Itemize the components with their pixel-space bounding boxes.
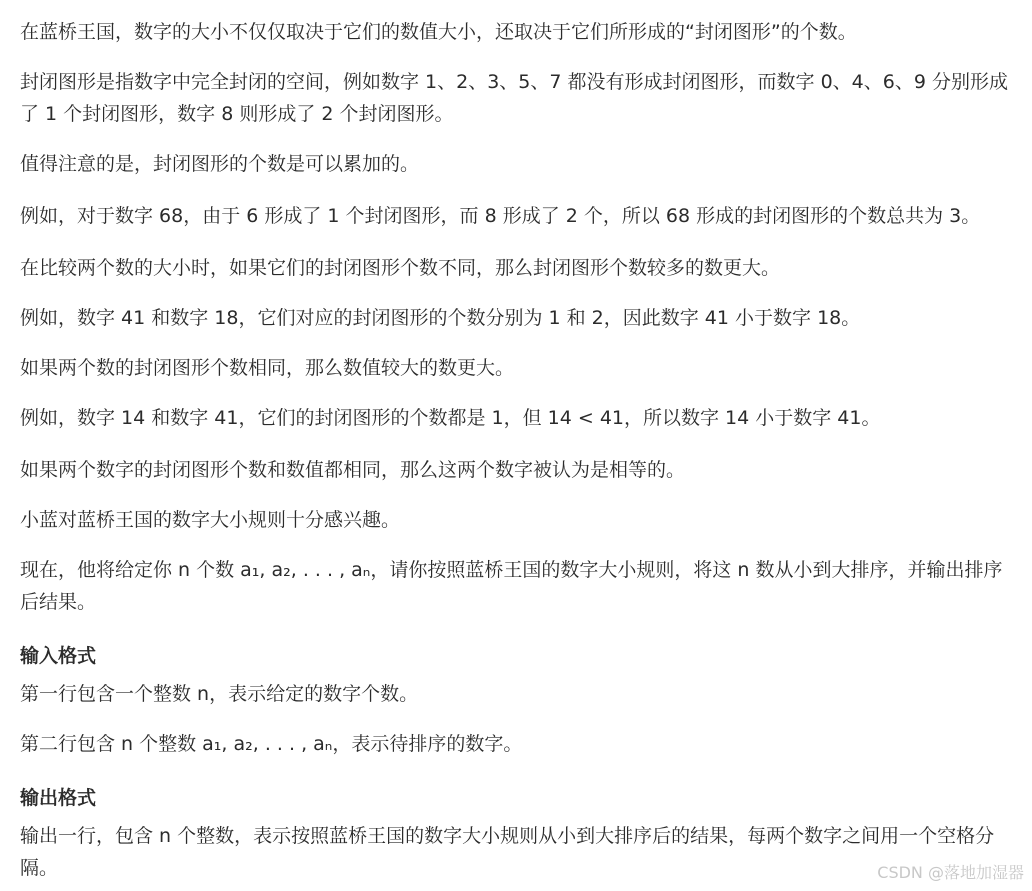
paragraph-task: 现在，他将给定你 n 个数 a₁, a₂, . . . , aₙ，请你按照蓝桥王国的数字大小规则，将这 n 数从小到大排序，并输出排序后结果。 (20, 559, 1003, 613)
output-format-line1: 输出一行，包含 n 个整数，表示按照蓝桥王国的数字大小规则从小到大排序后的结果，每两个数字之间用一个空格分隔。 (20, 825, 995, 879)
paragraph-same-count-rule: 如果两个数的封闭图形个数相同，那么数值较大的数更大。 (20, 357, 515, 379)
csdn-watermark: CSDN @落地加湿器 (877, 863, 1024, 882)
input-format-line2: 第二行包含 n 个整数 a₁, a₂, . . . , aₙ，表示待排序的数字。 (20, 733, 523, 755)
paragraph-compare-rule: 在比较两个数的大小时，如果它们的封闭图形个数不同，那么封闭图形个数较多的数更大。 (20, 257, 781, 279)
paragraph-example-68: 例如，对于数字 68，由于 6 形成了 1 个封闭图形，而 8 形成了 2 个，所以 68 形成的封闭图形的个数总共为 3。 (20, 205, 981, 227)
paragraph-example-14-41: 例如，数字 14 和数字 41，它们的封闭图形的个数都是 1，但 14 < 41，所以数字 14 小于数字 41。 (20, 407, 881, 429)
input-format-line1: 第一行包含一个整数 n，表示给定的数字个数。 (20, 683, 419, 705)
paragraph-interest: 小蓝对蓝桥王国的数字大小规则十分感兴趣。 (20, 509, 401, 531)
paragraph-closed-shape-definition: 封闭图形是指数字中完全封闭的空间，例如数字 1、2、3、5、7 都没有形成封闭图形，而数字 0、4、6、9 分别形成了 1 个封闭图形，数字 8 则形成了 2 个封闭图形。 (20, 71, 1008, 125)
paragraph-accumulative-note: 值得注意的是，封闭图形的个数是可以累加的。 (20, 153, 420, 175)
paragraph-example-41-18: 例如，数字 41 和数字 18，它们对应的封闭图形的个数分别为 1 和 2，因此数字 41 小于数字 18。 (20, 307, 861, 329)
output-format-heading: 输出格式 (20, 787, 97, 809)
paragraph-intro: 在蓝桥王国，数字的大小不仅仅取决于它们的数值大小，还取决于它们所形成的“封闭图形”的个数。 (20, 21, 857, 43)
paragraph-equal-rule: 如果两个数字的封闭图形个数和数值都相同，那么这两个数字被认为是相等的。 (20, 459, 686, 481)
input-format-heading: 输入格式 (20, 645, 97, 667)
